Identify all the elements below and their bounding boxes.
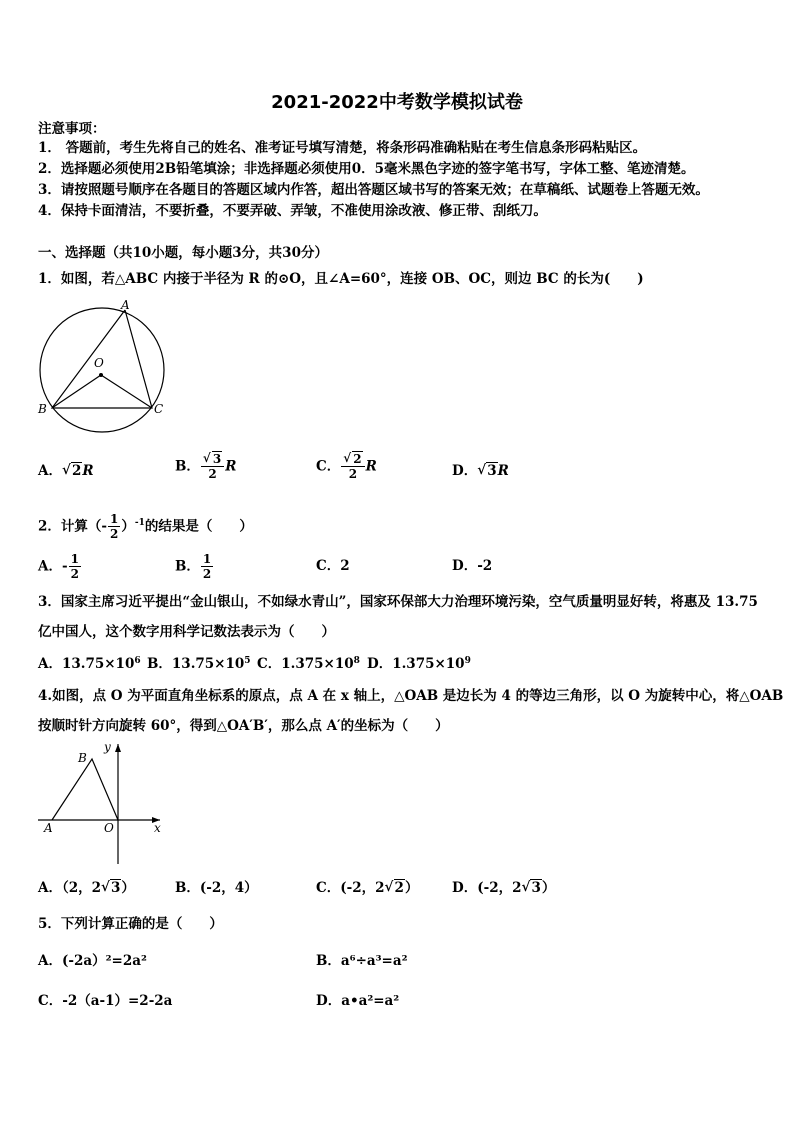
q3-option-c[interactable]: C．$1.375\times 10^8$ (257, 656, 360, 672)
axis-x-label: x (154, 821, 161, 835)
notice-item: 3．请按照题号顺序在各题目的答题区域内作答，超出答题区域书写的答案无效；在草稿纸、试题卷上答题无效。 (38, 182, 709, 198)
q5-option-d[interactable]: D．a•a²=a² (316, 993, 400, 1009)
q4-option-a[interactable]: A．（2，2√ 3） (38, 879, 135, 897)
label-b: B (78, 751, 87, 765)
coordinate-triangle-figure (36, 740, 170, 866)
notice-item: 4．保持卡面清洁，不要折叠，不要弄破、弄皱，不准使用涂改液、修正带、刮纸刀。 (38, 203, 547, 219)
question-4-stem-line1: 4.如图，点 O 为平面直角坐标系的原点，点 A 在 x 轴上，△OAB 是边长为 4 的等边三角形，以 O 为旋转中心，将△OAB (38, 688, 784, 704)
label-o: O (94, 356, 104, 370)
question-1-stem: 1．如图，若△ABC 内接于半径为 R 的⊙O，且∠A=60°，连接 OB、OC，则边 BC 的长为( ) (38, 271, 644, 287)
question-2-stem: 2．计算（- $\frac{1}{2}$ ）$^{-1}$的结果是（ ） (38, 512, 253, 541)
notice-heading: 注意事项： (38, 121, 106, 137)
q5-option-c[interactable]: C．-2（a-1）=2-2a (38, 993, 173, 1009)
question-5-stem: 5．下列计算正确的是（ ） (38, 916, 223, 932)
q2-option-b[interactable]: B． $\frac{1}{2}$ (175, 552, 212, 581)
q5-option-a[interactable]: A．(-2a）²=2a² (38, 953, 147, 969)
q3-option-a[interactable]: A．$13.75\times 10^6$ (38, 656, 141, 672)
q4-option-b[interactable]: B．(-2，4） (175, 880, 258, 896)
label-c: C (154, 402, 164, 416)
question-3-stem-line2: 亿中国人，这个数字用科学记数法表示为（ ） (38, 624, 335, 640)
q5-option-b[interactable]: B．a⁶÷a³=a² (316, 953, 408, 969)
q1-option-d[interactable]: D．√ 3R (452, 462, 509, 480)
label-b: B (38, 402, 47, 416)
label-a: A (44, 821, 53, 835)
notice-item: 2．选择题必须使用2B铅笔填涂；非选择题必须使用0．5毫米黑色字迹的签字笔书写，字体工整、笔迹清楚。 (38, 161, 695, 177)
q3-option-d[interactable]: D．$1.375\times 10^9$ (367, 656, 471, 672)
q1-option-c[interactable]: C． √ $\frac{2}{2}$ R (316, 452, 377, 481)
notice-item: 1． 答题前，考生先将自己的姓名、准考证号填写清楚，将条形码准确粘贴在考生信息条形码粘贴区。 (38, 140, 647, 156)
q2-option-a[interactable]: A．- $\frac{1}{2}$ (38, 552, 79, 581)
q4-option-d[interactable]: D．(-2，2√ 3） (452, 879, 555, 897)
q3-option-b[interactable]: B．$13.75\times 10^5$ (147, 656, 251, 672)
q1-option-a[interactable]: A．√ 2R (38, 462, 94, 480)
q1-option-b[interactable]: B． √ $\frac{3}{2}$ R (175, 452, 237, 481)
section-heading: 一、选择题（共10小题，每小题3分，共30分） (38, 245, 328, 261)
circle-triangle-figure (32, 296, 172, 436)
question-4-stem-line2: 按顺时针方向旋转 60°，得到△OA′B′，那么点 A′的坐标为（ ） (38, 718, 449, 734)
q2-option-d[interactable]: D．-2 (452, 558, 493, 574)
q2-option-c[interactable]: C．2 (316, 558, 350, 574)
page-title: 2021-2022中考数学模拟试卷 (271, 92, 523, 113)
q4-option-c[interactable]: C．(-2，2√ 2） (316, 879, 418, 897)
question-3-stem-line1: 3．国家主席习近平提出“金山银山，不如绿水青山”，国家环保部大力治理环境污染，空气质量明显好转，将惠及 13.75 (38, 594, 758, 610)
axis-y-label: y (104, 740, 111, 754)
label-o: O (104, 821, 114, 835)
label-a: A (121, 298, 130, 312)
